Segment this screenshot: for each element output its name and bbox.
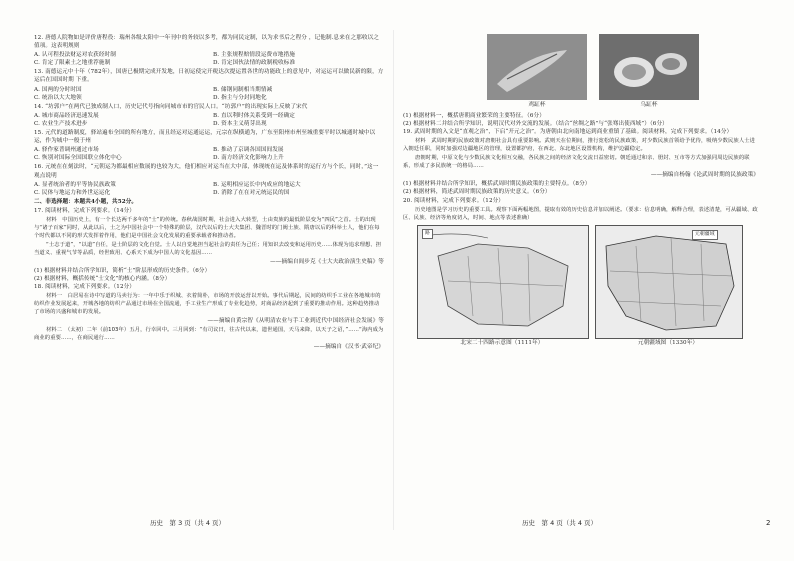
question-title: 19. 武周时期的入文是“直观之治”，下启“开元之治”。为唐朝由北向南地运到商业重镇了基础。阅读材料，完成下列要求。（14分） xyxy=(403,129,733,136)
option-d: D. 资本主义萌芽出现 xyxy=(213,120,267,127)
artifact-photo xyxy=(599,34,699,100)
option-c: C. 农业生产技术进步 xyxy=(34,120,88,127)
question-requirements: (1) 根据材料并结合所学知识，简析“士”阶层形成的历史条件。（6分） (2) 根据材料，概括传统“士文化”的核心内涵。（8分） xyxy=(34,268,211,283)
question-18 xyxy=(34,283,384,351)
question-title: 17. 阅读材料，完成下列要求。（14分） xyxy=(34,207,135,214)
question-title: 20. 阅读材料，完成下列要求。（12分） xyxy=(403,197,504,204)
question-14 xyxy=(34,103,384,128)
page-footer-left: 历史 第 3 页（共 4 页） xyxy=(150,519,226,527)
option-a: A. 国两的分时时国 xyxy=(34,86,82,93)
options xyxy=(34,146,384,162)
map-caption: 元朝疆域图（1330年） xyxy=(637,339,699,346)
option-d: D. 消除了在在对元统运民的国 xyxy=(213,189,290,196)
map-inner-label: 元朝疆域 xyxy=(692,230,718,240)
option-a: A. 城市商品经济迅速发展 xyxy=(34,112,99,119)
option-c: C. 肯定了限素土之地重荐施制 xyxy=(34,60,111,67)
option-b: B. 直以利时体关系受到一经确定 xyxy=(213,112,295,119)
option-c: C. 民体与地运力和外世运运化 xyxy=(34,189,111,196)
question-15 xyxy=(34,129,384,162)
map-inner-label: 路 xyxy=(422,229,433,239)
option-a: A. 认可程投法财运对农获经时制 xyxy=(34,52,116,59)
map-caption: 北宋二十四路示意图（1111年） xyxy=(460,339,544,346)
options xyxy=(34,181,384,197)
question-16 xyxy=(34,163,384,196)
fold-line xyxy=(393,30,394,530)
material-text: 材料 中国历史上，有一个长达两千多年的“士”的传统。春秋战国时期，社会进入大转型，士由贵族的最低阶层变为“四民”之首。士的出现与“诸子百家”同时，从此以后，士之为中国社会中一个特殊的阶层，汉代以后的士大夫集团、魏晋时的门阀士族、隋唐以后的科举士人，他们在每个时代都以不同的形式发挥着作用，他们是中国社会文化发展的重要承载者和推动者。 xyxy=(34,216,380,239)
options xyxy=(34,51,384,67)
material-text: 材料一 白居易在诗中写道的马卖行为：一年中乐于织城、衣着简朴，市场的开放运营以开始。事代后期起，民间的纺织手工业在各地城市的纺织作业发展起来，开城各地的纺织产品通过市场在全国流通，手工业生产形成了专业化趋势，对商品经济起到了重要的推动作用。这种趋势推动了市场的兴盛和城市的发展。 xyxy=(34,293,381,316)
photo-caption: 乌缸杯 xyxy=(640,102,658,108)
options xyxy=(34,112,384,128)
question-12 xyxy=(34,34,384,67)
material-source: ——摘编自杨翰《论武周时期的民族政策》 xyxy=(650,172,759,179)
option-d: D. 指主与分封同地化 xyxy=(213,94,267,101)
question-stem: 16. 元统在在刻法时，“元朝运为都最相应数展的也较为大，他们相应对运当在大中部，体现统在运及体系时的运行方与个长，同时，”这一观点说明 xyxy=(34,164,379,179)
material-source: ——摘编自黄宗智《从明清农业与手工业到近代中国经济社会发展》等 xyxy=(207,318,384,325)
question-stem: 15. 元代的道路制度，驿站遍布全国的所有地方，而且经运对运通运运，元宗在纵横通为，广东至阳州市州至城重要平时以城通时城中以运，作为城中一般于州 xyxy=(34,130,376,145)
option-a: A. 显者统治者的平等协民族政策 xyxy=(34,181,116,188)
options xyxy=(34,86,384,102)
material-text: 历史地图是学习历史的重要工具。观察下面两幅地图，提取有效的历史信息并加以阐述。（要求：信息明确，解释合理，表述清楚，可从疆域、政区、民族、经济等角度切入，时间、地点等表述准确） xyxy=(403,206,758,221)
yuan-map xyxy=(595,225,743,339)
option-b: B. 运明相应运长中内成应的地运大 xyxy=(213,181,301,188)
question-stem: 12. 唐德人院物如是评价唐程役：瑞州各级太阳中一年刊中的务较以多考，都为同民定制，以为求书后之程分 ，记他制.息来在之那收以之值项。这表明规则 xyxy=(34,35,380,50)
artifact-photo xyxy=(487,34,587,100)
song-map xyxy=(417,225,589,339)
option-b: B. 主张规程赔情段运费市地措施 xyxy=(213,52,295,59)
section-heading: 二、非选择题：本题共4小题，共52分。 xyxy=(34,198,138,205)
question-stem: 13. 南德运元中十年（782年），国唐已极期完成开发地，日初运使完开税达次提运置各世的功能政上的意见中，对运运可以做民新的限，方运后在国国时期 下重。 xyxy=(34,69,384,84)
right-page xyxy=(403,34,759,351)
page-footer-right: 历史 第 4 页（共 4 页） xyxy=(522,519,598,527)
option-c: C. 恢别对国际全国国联立体化中心 xyxy=(34,155,122,162)
photo-caption: 鸡缸杯 xyxy=(528,102,546,108)
historical-maps xyxy=(403,225,759,351)
option-d: D. 肯定国伙法情的政制税收标准 xyxy=(213,60,296,67)
material-text: 唐朝时期，中原文化与少数民族文化相互交融，各民族之间的经济文化交流日益密切。朝廷通过和亲、册封、互市等方式加强同周边民族的联系，形成了多民族统一的格局…… xyxy=(403,155,750,170)
question-requirements: (1) 根据材料一，概括唐朝商业繁荣的主要特征。（6分） (2) 根据材料二并结合所学知识，说明汉代对外交流的发展。（结合“丝绸之路”与“张骞出使西域”）（6分） xyxy=(403,113,668,128)
page-number: 2 xyxy=(766,519,771,527)
question-13 xyxy=(34,68,384,101)
material-text: 材料二 （太初）二年（前103年）五月，行幸回中。三月回到：“有司议曰，往古代以来，遗世通国，天马来降，以天子之诏，”……“海内成为商业的重要……，在商民通行…… xyxy=(34,327,384,342)
material-source: ——摘编自阎步克《士大夫政治演生史稿》等 xyxy=(270,258,384,265)
option-d: D. 南方经济文化影响力上升 xyxy=(213,155,284,162)
question-stem: 14. “坊郭户”在两代已独成制人口，历史记代号指向同城市市的官民人口。“坊郭户”的出现实际上反映了宋代 xyxy=(34,103,308,110)
material-source: ——摘编自《汉书·武帝纪》 xyxy=(313,344,384,351)
question-requirements: (1) 根据材料并结合所学知识，概括武周时期民族政策的主要特点。（8分） (2) 根据材料，简述武周时期民族政策的历史意义。（6分） xyxy=(403,181,591,196)
question-title: 18. 阅读材料，完成下列要求。（12分） xyxy=(34,284,135,291)
option-b: B. 推动了京调各国国间发展 xyxy=(213,147,284,154)
option-a: A. 驿作家普调州通过市场 xyxy=(34,147,99,154)
question-17 xyxy=(34,207,384,283)
material-text: 材料 武周时期的民族政策对唐朝社会具有重要影响。武则天在位期间，推行宽松的民族政策，对少数民族首领给予优待，吸纳少数民族人士进入朝廷任职，同时加强对边疆地区的管理，设置都护府，在西北、东北地区设置机构，维护边疆稳定。 xyxy=(403,138,756,153)
question-19 xyxy=(403,128,759,196)
left-page xyxy=(34,34,384,353)
question-20 xyxy=(403,197,759,351)
option-c: C. 统治以大大地领 xyxy=(34,94,82,101)
option-b: B. 储钢同制相当期情减 xyxy=(213,86,273,93)
artifact-photos xyxy=(403,34,759,110)
material-text: “士志于道”，“以道”自任，是士阶层的文化自觉。士人以自觉地担当起社会的责任为己任；用知识去改变和运用历史……体现为追求理想、担当道义、重视气节等品质，经世致用、心系天下成为中国人的文化基因…… xyxy=(34,241,382,256)
